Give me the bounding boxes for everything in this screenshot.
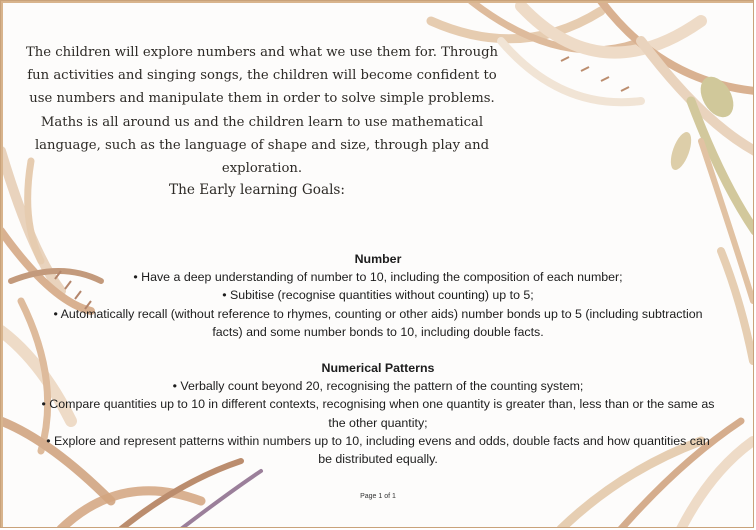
section-title-numerical-patterns: Numerical Patterns: [321, 361, 435, 376]
goal-item: • Automatically recall (without reference to rhymes, counting or other aids) number bonds up to 5 (including subtraction facts) and some number bonds to 10, including double facts.: [53, 306, 703, 339]
section-title-number: Number: [354, 252, 402, 266]
goals-content: [41, 250, 715, 468]
intro-text: The children will explore numbers and what we use them for. Through fun activities and singing songs, the children will become confident to use numbers and manipulate them in order to solve simple problems. Maths is all around us and the children learn to use mathematical language, such as the language of shape and size, through play and exploration.: [25, 45, 499, 177]
page-number-footer: Page 1 of 1: [360, 493, 396, 500]
section-spacer: [41, 341, 715, 359]
goal-item: • Subitise (recognise quantities without counting) up to 5;: [222, 288, 534, 303]
intro-paragraph: [17, 41, 507, 180]
goal-item: • Compare quantities up to 10 in different contexts, recognising when one quantity is greater than, less than or the same as the other quantity;: [41, 397, 715, 430]
goal-item: • Have a deep understanding of number to 10, including the composition of each number;: [133, 270, 623, 285]
goal-item: • Verbally count beyond 20, recognising the pattern of the counting system;: [172, 379, 584, 394]
early-learning-goals-heading: The Early learning Goals:: [169, 182, 345, 198]
goal-item: • Explore and represent patterns within numbers up to 10, including evens and odds, double facts and how quantities can be distributed equally.: [46, 433, 710, 467]
